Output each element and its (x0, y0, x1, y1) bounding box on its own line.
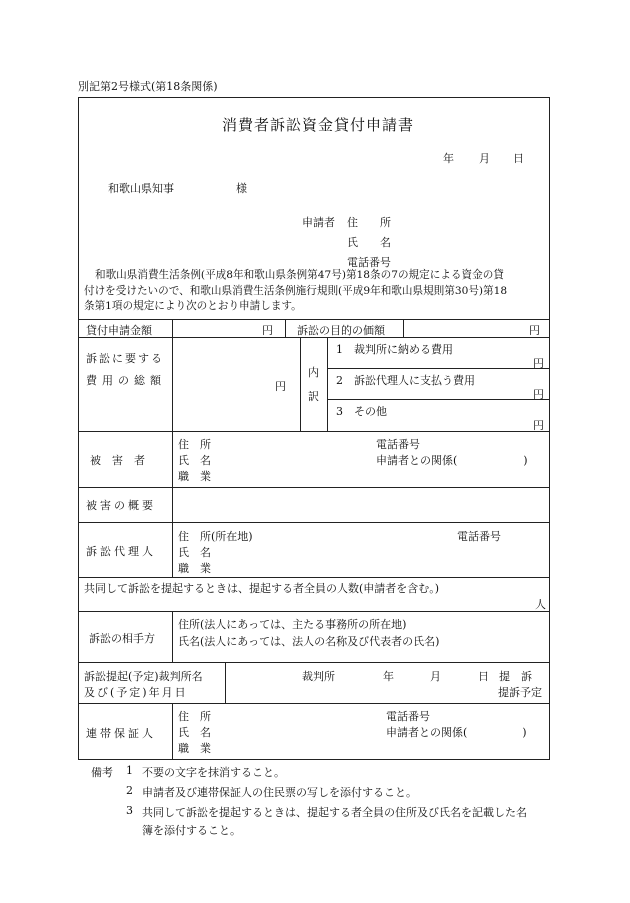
breakdown-item-1: 1 裁判所に納める費用 (336, 343, 453, 356)
rule-loan-mid (285, 319, 286, 337)
rule-loan-top (78, 319, 550, 320)
victim-job: 職 業 (178, 470, 211, 483)
breakdown-item-1-unit: 円 (533, 357, 544, 370)
opponent-name: 氏名(法人にあっては、法人の名称及び代表者の氏名) (178, 635, 440, 648)
court-year: 年 (383, 670, 394, 683)
note-text: 共同して訴訟を提起するときは、提起する者全員の住所及び氏名を記載した名 (142, 806, 527, 819)
applicant-address: 住 所 (347, 216, 391, 229)
attorney-label: 訴訟代理人 (86, 545, 156, 558)
attorney-job: 職 業 (178, 562, 211, 575)
attorney-address: 住 所(所在地) (178, 530, 253, 543)
court-month: 月 (430, 670, 441, 683)
date-year: 年 (443, 152, 454, 165)
form-title: 消費者訴訟資金貸付申請書 (222, 116, 415, 134)
damage-label: 被害の概要 (86, 499, 156, 512)
court-planned: 提訴予定 (498, 686, 542, 699)
header-note: 別記第2号様式(第18条関係) (78, 80, 218, 93)
joint-text: 共同して訴訟を提起するときは、提起する者全員の人数(申請者を含む。) (84, 582, 440, 595)
rule-label-col-1 (172, 319, 173, 487)
victim-label: 被 害 者 (90, 454, 145, 467)
breakdown-label-a: 内 (308, 366, 319, 379)
rule-cost-bottom (78, 431, 550, 432)
note-num: 3 (126, 804, 133, 817)
victim-address: 住 所 (178, 438, 211, 451)
claim-value-label: 訴訟の目的の価額 (297, 324, 385, 337)
attorney-name: 氏 名 (178, 546, 211, 559)
loan-amount-label: 貸付申請金額 (86, 324, 152, 337)
victim-phone: 電話番号 (376, 438, 420, 451)
rule-opponent-bottom (78, 662, 550, 663)
intro-text (84, 268, 546, 315)
opponent-address: 住所(法人にあっては、主たる事務所の所在地) (178, 618, 407, 631)
breakdown-item-2-unit: 円 (533, 388, 544, 401)
date-month: 月 (479, 152, 490, 165)
intro-line: 和歌山県消費生活条例(平成8年和歌山県条例第47号)第18条の7の規定による資金の貸 (95, 269, 504, 281)
loan-amount-unit: 円 (262, 324, 273, 337)
applicant-name: 氏 名 (347, 236, 391, 249)
rule-attorney-bottom (78, 577, 550, 578)
total-cost-unit: 円 (275, 380, 286, 393)
rule-label-col-2 (172, 487, 173, 577)
court-filed: 提 訴 (499, 670, 532, 683)
joint-unit: 人 (535, 598, 546, 611)
guarantor-address: 住 所 (178, 710, 211, 723)
total-cost-label-2: 費用の総額 (86, 374, 166, 387)
total-cost-label-1: 訴訟に要する (86, 352, 164, 365)
attorney-phone: 電話番号 (457, 530, 501, 543)
applicant-label: 申請者 (302, 216, 335, 229)
intro-line: 付けを受けたいので、和歌山県消費生活条例施行規則(平成9年和歌山県規則第30号)第18 (84, 284, 508, 297)
court-suffix: 裁判所 (302, 670, 335, 683)
note-text: 申請者及び連帯保証人の住民票の写しを添付すること。 (142, 786, 417, 799)
rule-court-bottom (78, 703, 550, 704)
guarantor-label: 連帯保証人 (86, 727, 156, 740)
breakdown-item-2: 2 訴訟代理人に支払う費用 (336, 374, 475, 387)
rule-damage-bottom (78, 522, 550, 523)
rule-breakdown-right (327, 337, 328, 431)
court-day: 日 (478, 670, 489, 683)
notes-heading: 備考 (91, 766, 113, 779)
breakdown-item-3: 3 その他 (336, 405, 387, 418)
rule-label-col-4 (172, 703, 173, 760)
note-num: 1 (126, 764, 133, 777)
rule-label-col-3 (172, 611, 173, 662)
rule-joint-bottom (78, 611, 550, 612)
claim-value-unit: 円 (529, 324, 540, 337)
application-form (78, 97, 550, 760)
guarantor-name: 氏 名 (178, 726, 211, 739)
guarantor-relation: 申請者との関係( ) (386, 726, 527, 739)
rule-breakdown-left (300, 337, 301, 431)
court-label-2: 及び(予定)年月日 (84, 686, 188, 699)
breakdown-label-b: 訳 (308, 390, 319, 403)
date-day: 日 (513, 152, 524, 165)
addressee-honorific: 様 (236, 182, 247, 195)
note-continuation: 簿を添付すること。 (142, 824, 241, 837)
guarantor-job: 職 業 (178, 742, 211, 755)
note-num: 2 (126, 784, 133, 797)
court-label-1: 訴訟提起(予定)裁判所名 (84, 670, 203, 683)
addressee-name: 和歌山県知事 (108, 182, 174, 195)
victim-name: 氏 名 (178, 454, 211, 467)
rule-claim-mid (403, 319, 404, 337)
rule-item1 (327, 368, 550, 369)
note-text: 不要の文字を抹消すること。 (142, 766, 285, 779)
breakdown-item-3-unit: 円 (533, 419, 544, 432)
opponent-label: 訴訟の相手方 (89, 632, 155, 645)
rule-item2 (327, 399, 550, 400)
rule-court-col (225, 662, 226, 703)
guarantor-phone: 電話番号 (386, 710, 430, 723)
victim-relation: 申請者との関係( ) (376, 454, 528, 467)
applicant-phone: 電話番号 (347, 256, 391, 269)
rule-victim-bottom (78, 487, 550, 488)
intro-line: 条第1項の規定により次のとおり申請します。 (84, 300, 302, 312)
